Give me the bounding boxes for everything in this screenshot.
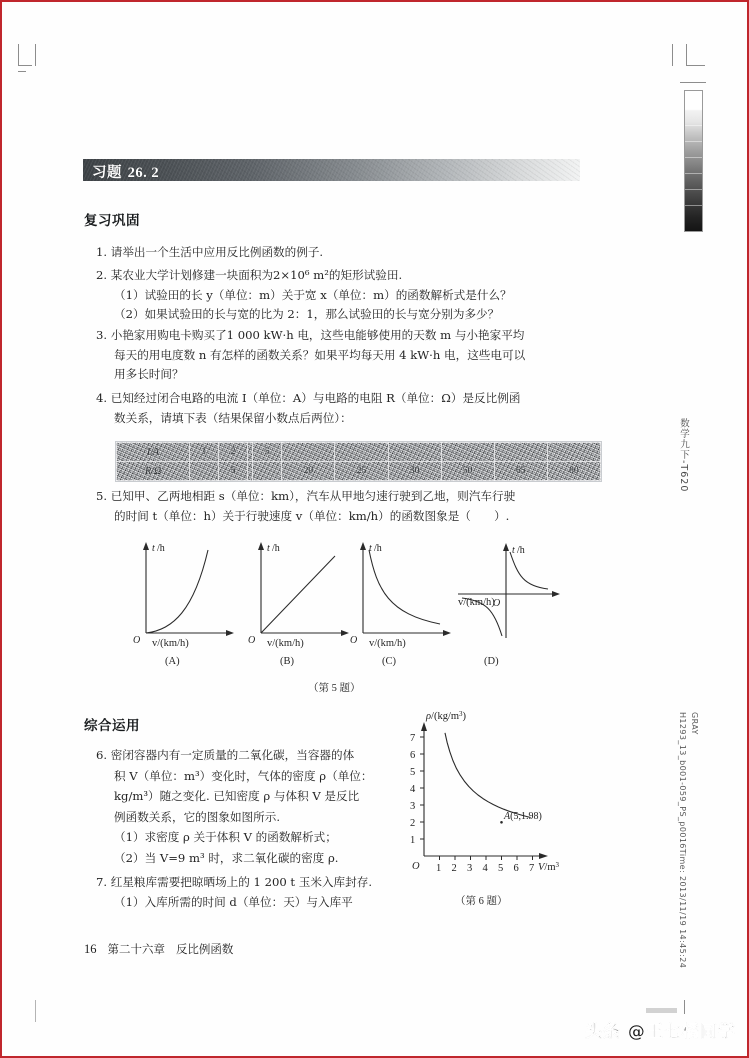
registration-mark-top-left xyxy=(18,44,52,74)
table-cell: 65 xyxy=(494,462,547,481)
problem-4-table xyxy=(115,441,602,482)
problem-5-figure-caption: （第 5 题） xyxy=(308,683,361,694)
problem-6-line-3: kg/m³）随之变化. 已知密度 ρ 与体积 V 是反比 xyxy=(114,789,360,803)
graph-label-c: v/(km/h) xyxy=(369,638,406,649)
svg-text:V/m3: $V/m^3$ xyxy=(538,861,560,873)
graph-key-a: (A) xyxy=(165,656,180,667)
problem-1 xyxy=(96,243,323,263)
margin-scan-meta: H1293_13_b001-059_PS_p0016Time: 2013/11/19 14:45:24 xyxy=(678,712,687,969)
graph-option-c xyxy=(345,538,455,648)
grayscale-calibration-strip xyxy=(684,90,703,232)
problem-2-line-1: 2. 某农业大学计划修建一块面积为2×10⁶ m²的矩形试验田. xyxy=(96,268,403,282)
exercise-label: 习题 xyxy=(92,165,122,181)
left-margin-rule xyxy=(35,1000,36,1022)
svg-text:t: t xyxy=(369,543,372,554)
watermark: 头条 @王七橘同学 xyxy=(585,1022,736,1042)
problem-6-line-2: 积 V（单位：m³）变化时，气体的密度 ρ（单位： xyxy=(114,768,373,783)
table-cell xyxy=(335,443,388,462)
table-cell: 20 xyxy=(282,462,335,481)
table-cell: 5 xyxy=(219,462,248,481)
section-heading-comprehensive: 综合运用 xyxy=(84,718,140,734)
table-row-current xyxy=(117,443,601,462)
table-cell xyxy=(547,443,600,462)
graph-option-d xyxy=(448,538,568,648)
problem-4-line-2: 数关系，请填下表（结果保留小数点后两位）： xyxy=(114,410,352,425)
problem-2-line-3: （2）如果试验田的长与宽的比为 2：1，那么试验田的长与宽分别为多少？ xyxy=(114,307,500,321)
problem-7-line-1: 7. 红星粮库需要把晾晒场上的 1 200 t 玉米入库封存. xyxy=(96,875,373,889)
table-row-resistance xyxy=(117,462,601,481)
footer-chapter-title: 反比例函数 xyxy=(175,942,234,956)
problem-1-line-1: 1. 请举出一个生活中应用反比例函数的例子. xyxy=(96,245,324,259)
problem-3-line-3: 用多长时间？ xyxy=(114,367,184,381)
svg-text:O: O xyxy=(412,861,420,872)
problem-3-line-1: 3. 小艳家用购电卡购买了1 000 kW·h 电，这些电能够使用的天数 m 与小艳家平均 xyxy=(96,328,525,342)
svg-text:2: 2 xyxy=(451,863,457,874)
svg-text:4: 4 xyxy=(482,863,488,874)
graph-label-a: v/(km/h) xyxy=(152,638,189,649)
registration-mark-top-right xyxy=(672,44,706,74)
svg-text:t: t xyxy=(152,543,155,554)
problem-7-line-2: （1）入库所需的时间 d（单位：天）与入库平 xyxy=(114,894,353,909)
problem-2 xyxy=(96,266,512,325)
page-number: 16 xyxy=(84,942,97,956)
section-heading-review: 复习巩固 xyxy=(84,213,140,229)
problem-6 xyxy=(96,745,372,868)
watermark-bar xyxy=(646,1008,677,1013)
graph-option-b xyxy=(243,538,353,648)
table-cell: 30 xyxy=(388,462,441,481)
table-cell xyxy=(388,443,441,462)
problem-5-line-2: 的时间 t（单位：h）关于行驶速度 v（单位：km/h）的函数图象是（ ）. xyxy=(114,508,510,523)
svg-text:t: t xyxy=(267,543,270,554)
problem-6-line-5: （1）求密度 ρ 关于体积 V 的函数解析式； xyxy=(114,830,337,844)
svg-text:O: O xyxy=(493,598,501,609)
problem-5-line-1: 5. 已知甲、乙两地相距 s（单位：km），汽车从甲地匀速行驶到乙地，则汽车行驶 xyxy=(96,489,516,503)
graph-label-b: v/(km/h) xyxy=(267,638,304,649)
problem-3-line-2: 每天的用电度数 n 有怎样的函数关系？如果平均每天用 4 kW·h 电，这些电可以 xyxy=(114,347,526,362)
svg-text:/h: /h xyxy=(374,543,382,554)
graph-label-d: v/(km/h) xyxy=(458,597,495,608)
svg-text:3: 3 xyxy=(410,801,416,812)
svg-text:2: 2 xyxy=(410,818,416,829)
problem-3 xyxy=(96,326,525,385)
table-cell: 50 xyxy=(441,462,494,481)
svg-text:5: 5 xyxy=(498,863,504,874)
table-row-label-resistance: R/Ω xyxy=(117,462,190,481)
svg-text:ρ/(kg/m3): $\rho/(kg/m^3)$ xyxy=(426,710,467,722)
svg-text:/h: /h xyxy=(272,543,280,554)
svg-text:/h: /h xyxy=(517,545,525,556)
table-cell xyxy=(282,443,335,462)
svg-text:3: 3 xyxy=(467,863,473,874)
problem-5 xyxy=(96,487,515,526)
svg-text:O: O xyxy=(350,635,358,643)
table-cell: 5 xyxy=(253,443,282,462)
svg-text:7: 7 xyxy=(410,733,416,744)
table-cell xyxy=(190,462,219,481)
svg-text:6: 6 xyxy=(513,863,519,874)
svg-text:t: t xyxy=(512,545,515,556)
problem-7 xyxy=(96,873,372,912)
table-row-label-current: I/A xyxy=(117,443,190,462)
footer-chapter: 第二十六章 xyxy=(107,942,165,956)
svg-text:/h: /h xyxy=(157,543,165,554)
graph-key-c: (C) xyxy=(382,656,396,667)
table-cell: 25 xyxy=(335,462,388,481)
graph-key-d: (D) xyxy=(484,656,499,667)
problem-6-figure-caption: （第 6 题） xyxy=(455,896,508,907)
exercise-number: 26. 2 xyxy=(127,165,160,181)
calibration-strip-rule xyxy=(680,82,706,83)
problem-6-line-6: （2）当 V=9 m³ 时，求二氧化碳的密度 ρ. xyxy=(114,850,339,865)
svg-text:1: 1 xyxy=(436,863,442,874)
table-cell: 1 xyxy=(190,443,219,462)
svg-text:A(5,1.98): A(5,1.98) xyxy=(504,811,542,822)
svg-text:6: 6 xyxy=(410,750,416,761)
svg-text:5: 5 xyxy=(410,767,416,778)
page-footer xyxy=(84,941,233,957)
svg-text:1: 1 xyxy=(410,835,416,846)
table-cell: 2 xyxy=(219,443,248,462)
exercise-title xyxy=(92,161,159,182)
problem-6-line-4: 例函数关系，它的图象如图所示. xyxy=(114,809,280,824)
problem-4-line-1: 4. 已知经过闭合电路的电流 I（单位：A）与电路的电阻 R（单位：Ω）是反比例函 xyxy=(96,391,521,405)
margin-book-code: 数学九下-T620 xyxy=(678,418,689,493)
table-cell: 80 xyxy=(547,462,600,481)
svg-text:7: 7 xyxy=(529,863,535,874)
margin-color-mode: GRAY xyxy=(690,712,699,735)
problem-6-line-1: 6. 密闭容器内有一定质量的二氧化碳，当容器的体 xyxy=(96,748,355,762)
problem-4 xyxy=(96,389,520,428)
graph-key-b: (B) xyxy=(280,656,294,667)
graph-option-a xyxy=(128,538,238,648)
svg-text:O: O xyxy=(248,635,256,643)
problem-6-chart xyxy=(388,706,578,881)
svg-text:4: 4 xyxy=(410,784,416,795)
margin-rule xyxy=(684,1000,685,1014)
table-cell xyxy=(441,443,494,462)
svg-text:O: O xyxy=(133,635,141,643)
table-cell xyxy=(253,462,282,481)
problem-2-line-2: （1）试验田的长 y（单位：m）关于宽 x（单位：m）的函数解析式是什么？ xyxy=(114,287,512,302)
table-cell xyxy=(494,443,547,462)
